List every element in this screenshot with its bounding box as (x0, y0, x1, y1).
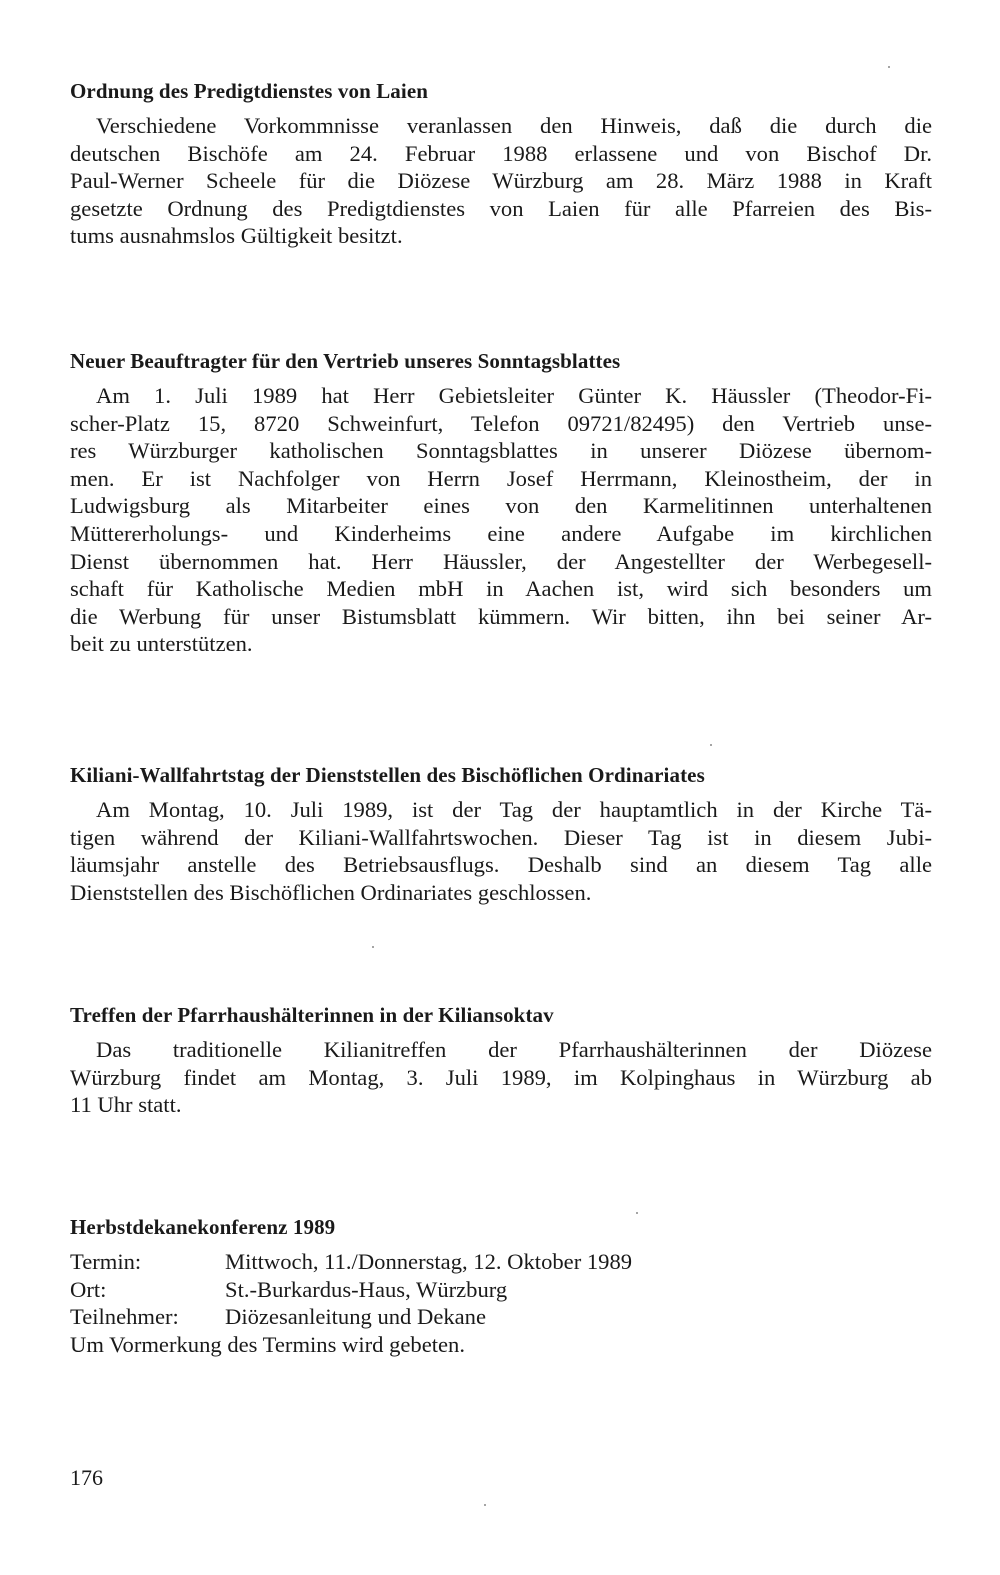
section-heading: Treffen der Pfarrhaushälterinnen in der Kiliansoktav (70, 1003, 554, 1027)
body-line: die Werbung für unser Bistumsblatt kümmern. Wir bitten, ihn bei seiner Ar- (70, 603, 932, 629)
section-sonntagsblatt (70, 348, 932, 658)
section-heading: Kiliani-Wallfahrtstag der Dienststellen des Bischöflichen Ordinariates (70, 763, 705, 787)
info-value: St.-Burkardus-Haus, Würzburg (225, 1276, 508, 1302)
info-value: Diözesanleitung und Dekane (225, 1304, 486, 1330)
body-line: läumsjahr anstelle des Betriebsausflugs. Deshalb sind an diesem Tag alle (70, 852, 932, 878)
body-line: res Würzburger katholischen Sonntagsblattes in unserer Diözese übernom- (70, 438, 932, 464)
body-line: tigen während der Kiliani-Wallfahrtswochen. Dieser Tag ist in diesem Jubi- (70, 824, 932, 850)
info-value: Mittwoch, 11./Donnerstag, 12. Oktober 1989 (225, 1249, 633, 1274)
body-line: Dienststellen des Bischöflichen Ordinariates geschlossen. (70, 879, 592, 905)
body-line: beit zu unterstützen. (70, 631, 253, 657)
body-line: schaft für Katholische Medien mbH in Aachen ist, wird sich besonders um (70, 576, 932, 602)
body-line: gesetzte Ordnung des Predigtdienstes von Laien für alle Pfarreien des Bis- (70, 195, 932, 221)
section-body (70, 1036, 932, 1119)
body-line: Am 1. Juli 1989 hat Herr Gebietsleiter Günter K. Häussler (Theodor-Fi- (96, 383, 932, 408)
page-number: 176 (70, 1465, 103, 1490)
info-label: Termin: (70, 1249, 142, 1274)
section-predigtdienst (70, 78, 932, 250)
info-row-termin (70, 1248, 932, 1276)
info-note: Um Vormerkung des Termins wird gebeten. (70, 1331, 466, 1357)
body-line: Dienst übernommen hat. Herr Häussler, der Angestellter der Werbegesell- (70, 548, 932, 574)
scan-speck (484, 1504, 486, 1506)
body-line: Würzburg findet am Montag, 3. Juli 1989, im Kolpinghaus in Würzburg ab (70, 1064, 932, 1090)
body-line: Am Montag, 10. Juli 1989, ist der Tag der hauptamtlich in der Kirche Tä- (96, 797, 932, 822)
body-line: deutschen Bischöfe am 24. Februar 1988 erlassene und von Bischof Dr. (70, 140, 932, 166)
section-heading: Neuer Beauftragter für den Vertrieb unseres Sonntagsblattes (70, 349, 621, 373)
scan-speck (636, 1212, 638, 1214)
body-line: tums ausnahmslos Gültigkeit besitzt. (70, 223, 403, 249)
section-kiliani-wallfahrtstag (70, 762, 932, 906)
scan-speck (372, 946, 374, 948)
body-line: Das traditionelle Kilianitreffen der Pfarrhaushälterinnen der Diözese (96, 1037, 932, 1062)
section-heading: Herbstdekanekonferenz 1989 (70, 1215, 336, 1239)
section-body (70, 382, 932, 658)
section-herbstdekanekonferenz (70, 1214, 932, 1358)
info-table (70, 1248, 932, 1331)
scan-speck (888, 66, 890, 68)
info-row-ort (70, 1276, 932, 1304)
scan-speck (710, 744, 712, 746)
section-body (70, 112, 932, 250)
body-line: men. Er ist Nachfolger von Herrn Josef Herrmann, Kleinostheim, der in (70, 465, 932, 491)
section-body (70, 796, 932, 906)
body-line: Müttererholungs- und Kinderheims eine andere Aufgabe im kirchlichen (70, 520, 932, 546)
info-row-teilnehmer (70, 1303, 932, 1331)
section-pfarrhaushaelterinnen (70, 1002, 932, 1119)
section-heading: Ordnung des Predigtdienstes von Laien (70, 79, 429, 103)
info-label: Teilnehmer: (70, 1304, 179, 1330)
body-line: 11 Uhr statt. (70, 1092, 182, 1118)
body-line: Ludwigsburg als Mitarbeiter eines von den Karmelitinnen unterhaltenen (70, 493, 932, 519)
body-line: Paul-Werner Scheele für die Diözese Würzburg am 28. März 1988 in Kraft (70, 168, 932, 194)
info-label: Ort: (70, 1276, 107, 1302)
body-line: scher-Platz 15, 8720 Schweinfurt, Telefon 09721/82495) den Vertrieb unse- (70, 410, 932, 436)
body-line: Verschiedene Vorkommnisse veranlassen den Hinweis, daß die durch die (96, 113, 932, 138)
